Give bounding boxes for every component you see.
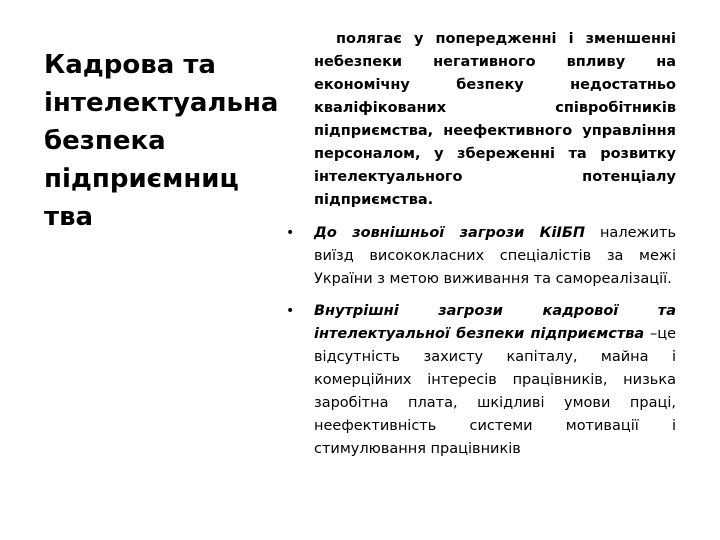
bullet-dot-icon: • (286, 225, 295, 241)
bullet-dot-icon: • (286, 303, 295, 319)
bullet-text: –це відсутність захисту капіталу, майна і комерційних інтересів працівників, низька заробітна плата, шкідливі умови праці, неефективність системи мотивації і стимулювання працівників (314, 326, 676, 457)
slide-body (286, 28, 676, 470)
intro-paragraph: полягає у попередженні і зменшенні небезпеки негативного впливу на економічну безпеку недостатньо кваліфікованих співробітників підприємства, неефективного управління персоналом, у збереженні та розвитку інтелектуального потенціалу підприємства. (314, 31, 676, 208)
bullet-external-threat (286, 222, 676, 291)
bullet-lead: Внутрішні загрози кадрової та інтелектуальної безпеки підприємства (314, 303, 676, 342)
slide-title: Кадрова та інтелектуальна безпека підприємниц тва (44, 50, 279, 232)
bullet-internal-threats (286, 300, 676, 461)
bullet-text: належить виїзд висококласних спеціалістів за межі України з метою виживання та самореалізації. (314, 225, 676, 287)
bullet-lead: До зовнішньої загрози КіІБП (314, 225, 586, 241)
